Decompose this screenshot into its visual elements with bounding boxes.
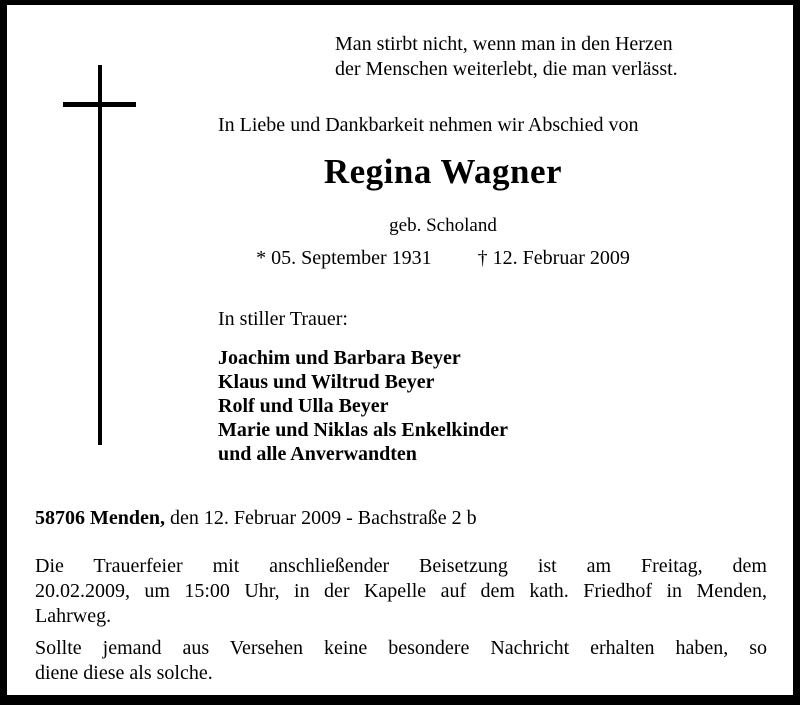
quote-line-2: der Menschen weiterlebt, die man verlässt. [335,58,678,80]
epigraph-quote [335,32,678,82]
intro-line: In Liebe und Dankbarkeit nehmen wir Abschied von [218,114,639,136]
notice-paragraph [35,636,767,686]
funeral-paragraph-line: Lahrweg. [35,605,112,627]
notice-paragraph-line: Sollte jemand aus Versehen keine besondere Nachricht erhalten haben, so [35,637,767,659]
place-date-line [35,507,477,530]
life-dates [215,247,671,270]
quote-line-1: Man stirbt nicht, wenn man in den Herzen [335,33,673,55]
funeral-paragraph [35,554,767,629]
funeral-paragraph-line: Die Trauerfeier mit anschließender Beisetzung ist am Freitag, dem [35,555,767,577]
cross-horizontal-bar [63,102,136,107]
date-address: den 12. Februar 2009 - Bachstraße 2 b [165,507,477,529]
birth-date: * 05. September 1931 [256,247,432,269]
death-date: † 12. Februar 2009 [477,247,630,269]
maiden-name: geb. Scholand [389,215,497,236]
mourner-line: Marie und Niklas als Enkelkinder [218,419,509,441]
notice-paragraph-line: diene diese als solche. [35,662,213,684]
funeral-paragraph-line: 20.02.2009, um 15:00 Uhr, in der Kapelle auf dem kath. Friedhof in Menden, [35,580,767,602]
mourners-list [218,346,508,466]
mourner-line: Joachim und Barbara Beyer [218,347,461,369]
mourner-line: Klaus und Wiltrud Beyer [218,371,435,393]
mourner-line: und alle Anverwandten [218,443,417,465]
cross-vertical-bar [98,65,102,445]
city-zip: 58706 Menden, [35,507,165,529]
mourning-heading: In stiller Trauer: [218,308,348,330]
mourner-line: Rolf und Ulla Beyer [218,395,389,417]
deceased-name: Regina Wagner [323,152,563,191]
